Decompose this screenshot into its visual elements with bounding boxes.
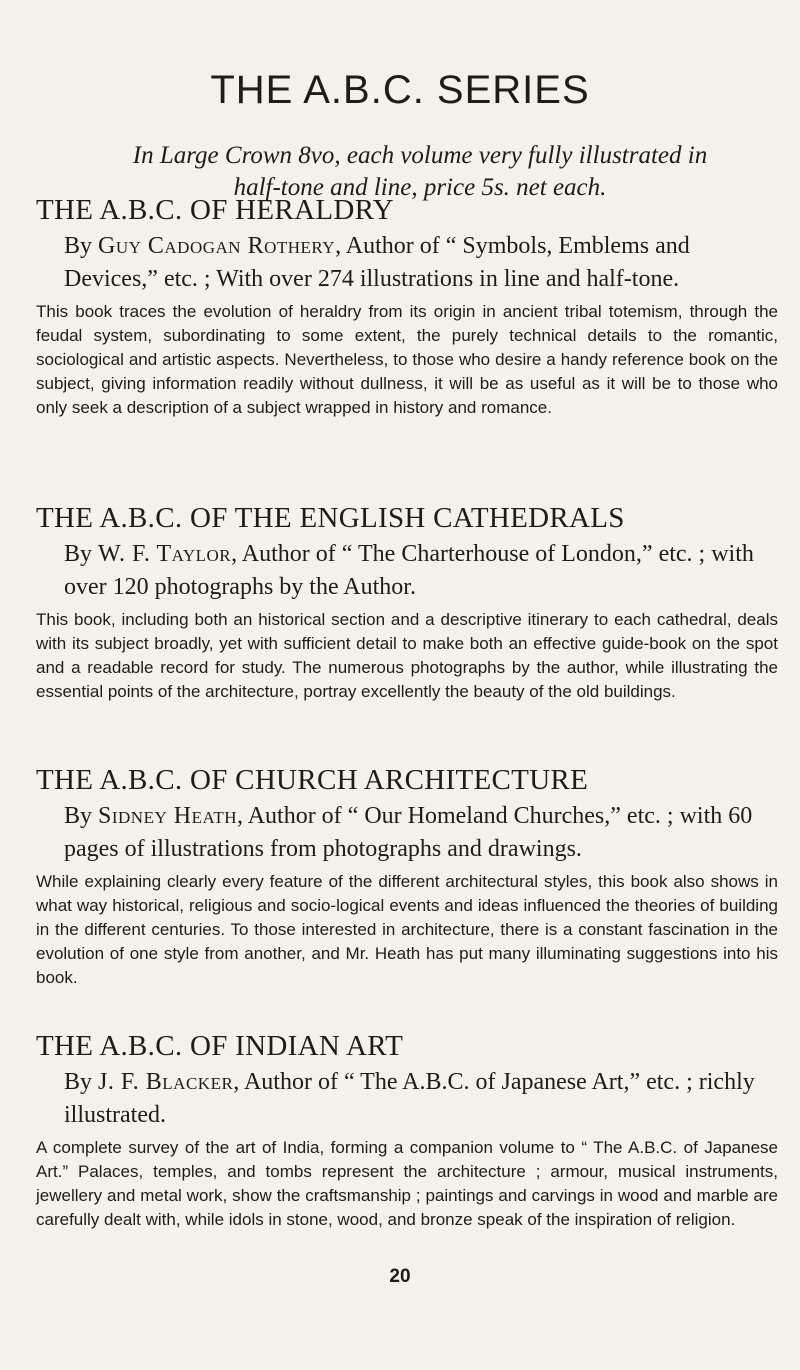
book-entry-church-architecture	[36, 762, 778, 990]
book-description: A complete survey of the art of India, forming a companion volume to “ The A.B.C. of Japanese Art.” Palaces, temples, and tombs represent the architecture ; armour, musical instruments, jewellery and metal work, show the craftsmanship ; paintings and carvings in wood and marble are carefully dealt with, while idols in stone, wood, and bronze speak of the inspiration of religion.	[36, 1138, 778, 1229]
byline-by: By	[64, 541, 93, 567]
book-credits: , Author of “ The A.B.C. of Japanese Art,” etc. ; richly illustrated.	[64, 1069, 755, 1128]
book-entry-indian-art	[36, 1028, 778, 1232]
series-intro: In Large Crown 8vo, each volume very fully illustrated in half-tone and line, price 5s. net each.	[132, 142, 708, 201]
book-byline	[36, 230, 778, 296]
book-author: Sidney Heath	[98, 803, 238, 829]
book-byline	[36, 1066, 778, 1132]
book-description: This book, including both an historical section and a descriptive itinerary to each cathedral, deals with its subject broadly, yet with sufficient detail to make both an effective guide-book on the spot and a readable record for study. The numerous photographs by the author, while illustrating the essential points of the architecture, portray excellently the beauty of the old buildings.	[36, 610, 778, 701]
book-title: THE A.B.C. OF THE ENGLISH CATHEDRALS	[36, 502, 625, 534]
book-byline	[36, 538, 778, 604]
book-credits: , Author of “ Our Homeland Churches,” etc. ; with 60 pages of illustrations from photographs and drawings.	[64, 803, 753, 862]
book-title: THE A.B.C. OF HERALDRY	[36, 194, 394, 226]
byline-by: By	[64, 803, 93, 829]
book-byline	[36, 800, 778, 866]
book-credits: , Author of “ The Charterhouse of London,” etc. ; with over 120 photographs by the Author.	[64, 541, 754, 600]
book-author: J. F. Blacker	[98, 1069, 234, 1095]
book-entry-english-cathedrals	[36, 500, 778, 704]
byline-by: By	[64, 1069, 93, 1095]
book-author: Guy Cadogan Rothery	[98, 233, 336, 259]
book-author: W. F. Taylor	[98, 541, 232, 567]
page-number: 20	[389, 1266, 411, 1287]
book-description: This book traces the evolution of heraldry from its origin in ancient tribal totemism, through the feudal system, subordinating to some extent, the purely technical details to the romantic, sociological and artistic aspects. Nevertheless, to those who desire a handy reference book on the subject, giving information readily without dullness, it will be as useful as it will be to those who only seek a description of a subject wrapped in history and romance.	[36, 302, 778, 417]
book-entry-heraldry	[36, 192, 778, 420]
series-title: THE A.B.C. SERIES	[210, 68, 590, 112]
book-credits: , Author of “ Symbols, Emblems and Devices,” etc. ; With over 274 illustrations in line and half-tone.	[64, 233, 690, 292]
book-title: THE A.B.C. OF CHURCH ARCHITECTURE	[36, 764, 589, 796]
book-description: While explaining clearly every feature of the different architectural styles, this book also shows in what way historical, religious and socio-logical events and ideas influenced the theories of building in the different centuries. To those interested in architecture, there is a constant fascination in the evolution of one style from another, and Mr. Heath has put many illuminating suggestions into his book.	[36, 872, 778, 987]
byline-by: By	[64, 233, 93, 259]
book-title: THE A.B.C. OF INDIAN ART	[36, 1030, 404, 1062]
